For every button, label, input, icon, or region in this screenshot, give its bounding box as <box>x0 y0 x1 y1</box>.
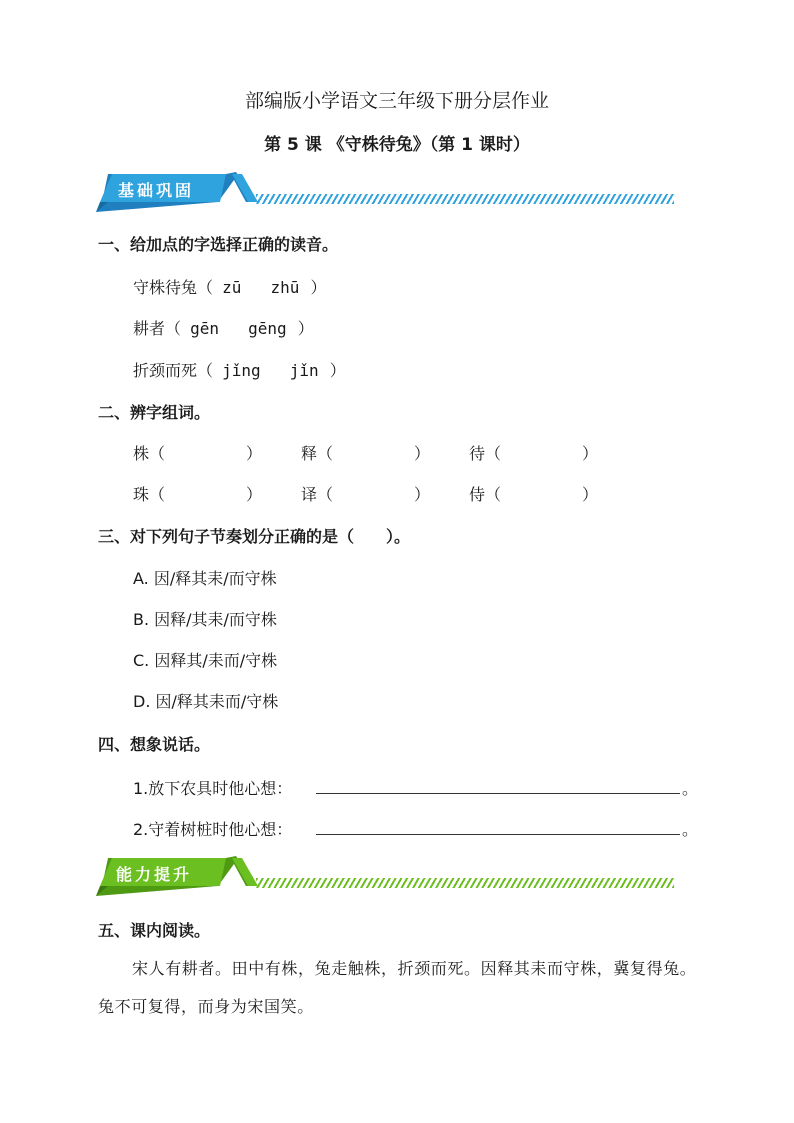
section-banner-advanced <box>96 856 686 896</box>
q1-item-3-close: ） <box>329 361 346 380</box>
question-5-heading: 五、课内阅读。 <box>98 921 211 940</box>
question-3-heading: 三、对下列句子节奏划分正确的是（ ）。 <box>98 527 411 546</box>
q1-item-2-option-b: gēng <box>248 319 287 338</box>
q1-item-2 <box>133 316 314 339</box>
q1-item-1 <box>133 275 326 298</box>
q1-item-1-option-a: zū <box>222 278 242 297</box>
q2-cell-1-2-open: 释（ <box>301 444 334 463</box>
page-title: 部编版小学语文三年级下册分层作业 <box>244 90 549 112</box>
q4-item-1-prompt: 1.放下农具时他心想： <box>133 779 293 798</box>
q3-option-a: A. 因/释其耒/而守株 <box>133 569 277 588</box>
q2-cell-1-1-open: 株（ <box>133 444 166 463</box>
q1-item-3-option-b: jǐn <box>289 361 319 380</box>
section-banner-basic <box>96 172 686 212</box>
q4-item-2-end: 。 <box>682 820 699 839</box>
q4-item-1-answer-line[interactable] <box>316 792 680 794</box>
q2-cell-2-3-open: 侍（ <box>469 485 502 504</box>
question-4-heading: 四、想象说话。 <box>98 735 211 754</box>
q1-item-3-option-a: jǐng <box>222 361 261 380</box>
q3-option-c: C. 因释其/耒而/守株 <box>133 651 278 670</box>
q2-cell-2-1-close: ） <box>246 485 263 504</box>
q2-cell-2-1-open: 珠（ <box>133 485 166 504</box>
q2-cell-2-2-close: ） <box>414 485 431 504</box>
q3-option-b: B. 因释/其耒/而守株 <box>133 610 277 629</box>
q4-item-2-prompt: 2.守着树桩时他心想： <box>133 820 293 839</box>
q1-item-3 <box>133 358 346 381</box>
q1-item-2-word: 耕者（ <box>133 319 182 338</box>
q3-option-d: D. 因/释其耒而/守株 <box>133 692 279 711</box>
q4-item-2-answer-line[interactable] <box>316 833 680 835</box>
q2-cell-2-2-open: 译（ <box>301 485 334 504</box>
q4-item-1-end: 。 <box>682 779 699 798</box>
q2-cell-1-1-close: ） <box>246 444 263 463</box>
section-label-basic: 基础巩固 <box>118 181 195 200</box>
section-label-advanced: 能力提升 <box>116 865 193 884</box>
lesson-subtitle: 第 5 课 《守株待兔》（第 1 课时） <box>264 135 530 155</box>
question-2-heading: 二、辨字组词。 <box>98 403 211 422</box>
q1-item-1-close: ） <box>310 278 327 297</box>
q1-item-2-close: ） <box>297 319 314 338</box>
q2-cell-2-3-close: ） <box>582 485 599 504</box>
banner-stripes-green <box>256 878 674 888</box>
q2-cell-1-3-close: ） <box>582 444 599 463</box>
q2-cell-1-3-open: 待（ <box>469 444 502 463</box>
q2-cell-1-2-close: ） <box>414 444 431 463</box>
q1-item-2-option-a: gēn <box>190 319 220 338</box>
q1-item-1-word: 守株待兔（ <box>133 278 214 297</box>
q1-item-3-word: 折颈而死（ <box>133 361 214 380</box>
question-1-heading: 一、给加点的字选择正确的读音。 <box>98 235 339 254</box>
reading-passage: 宋人有耕者。田中有株，兔走触株，折颈而死。因释其耒而守株，冀复得兔。兔不可复得，而身为宋国笑。 <box>98 959 697 1016</box>
banner-stripes-blue <box>256 194 674 204</box>
q1-item-1-option-b: zhū <box>270 278 300 297</box>
